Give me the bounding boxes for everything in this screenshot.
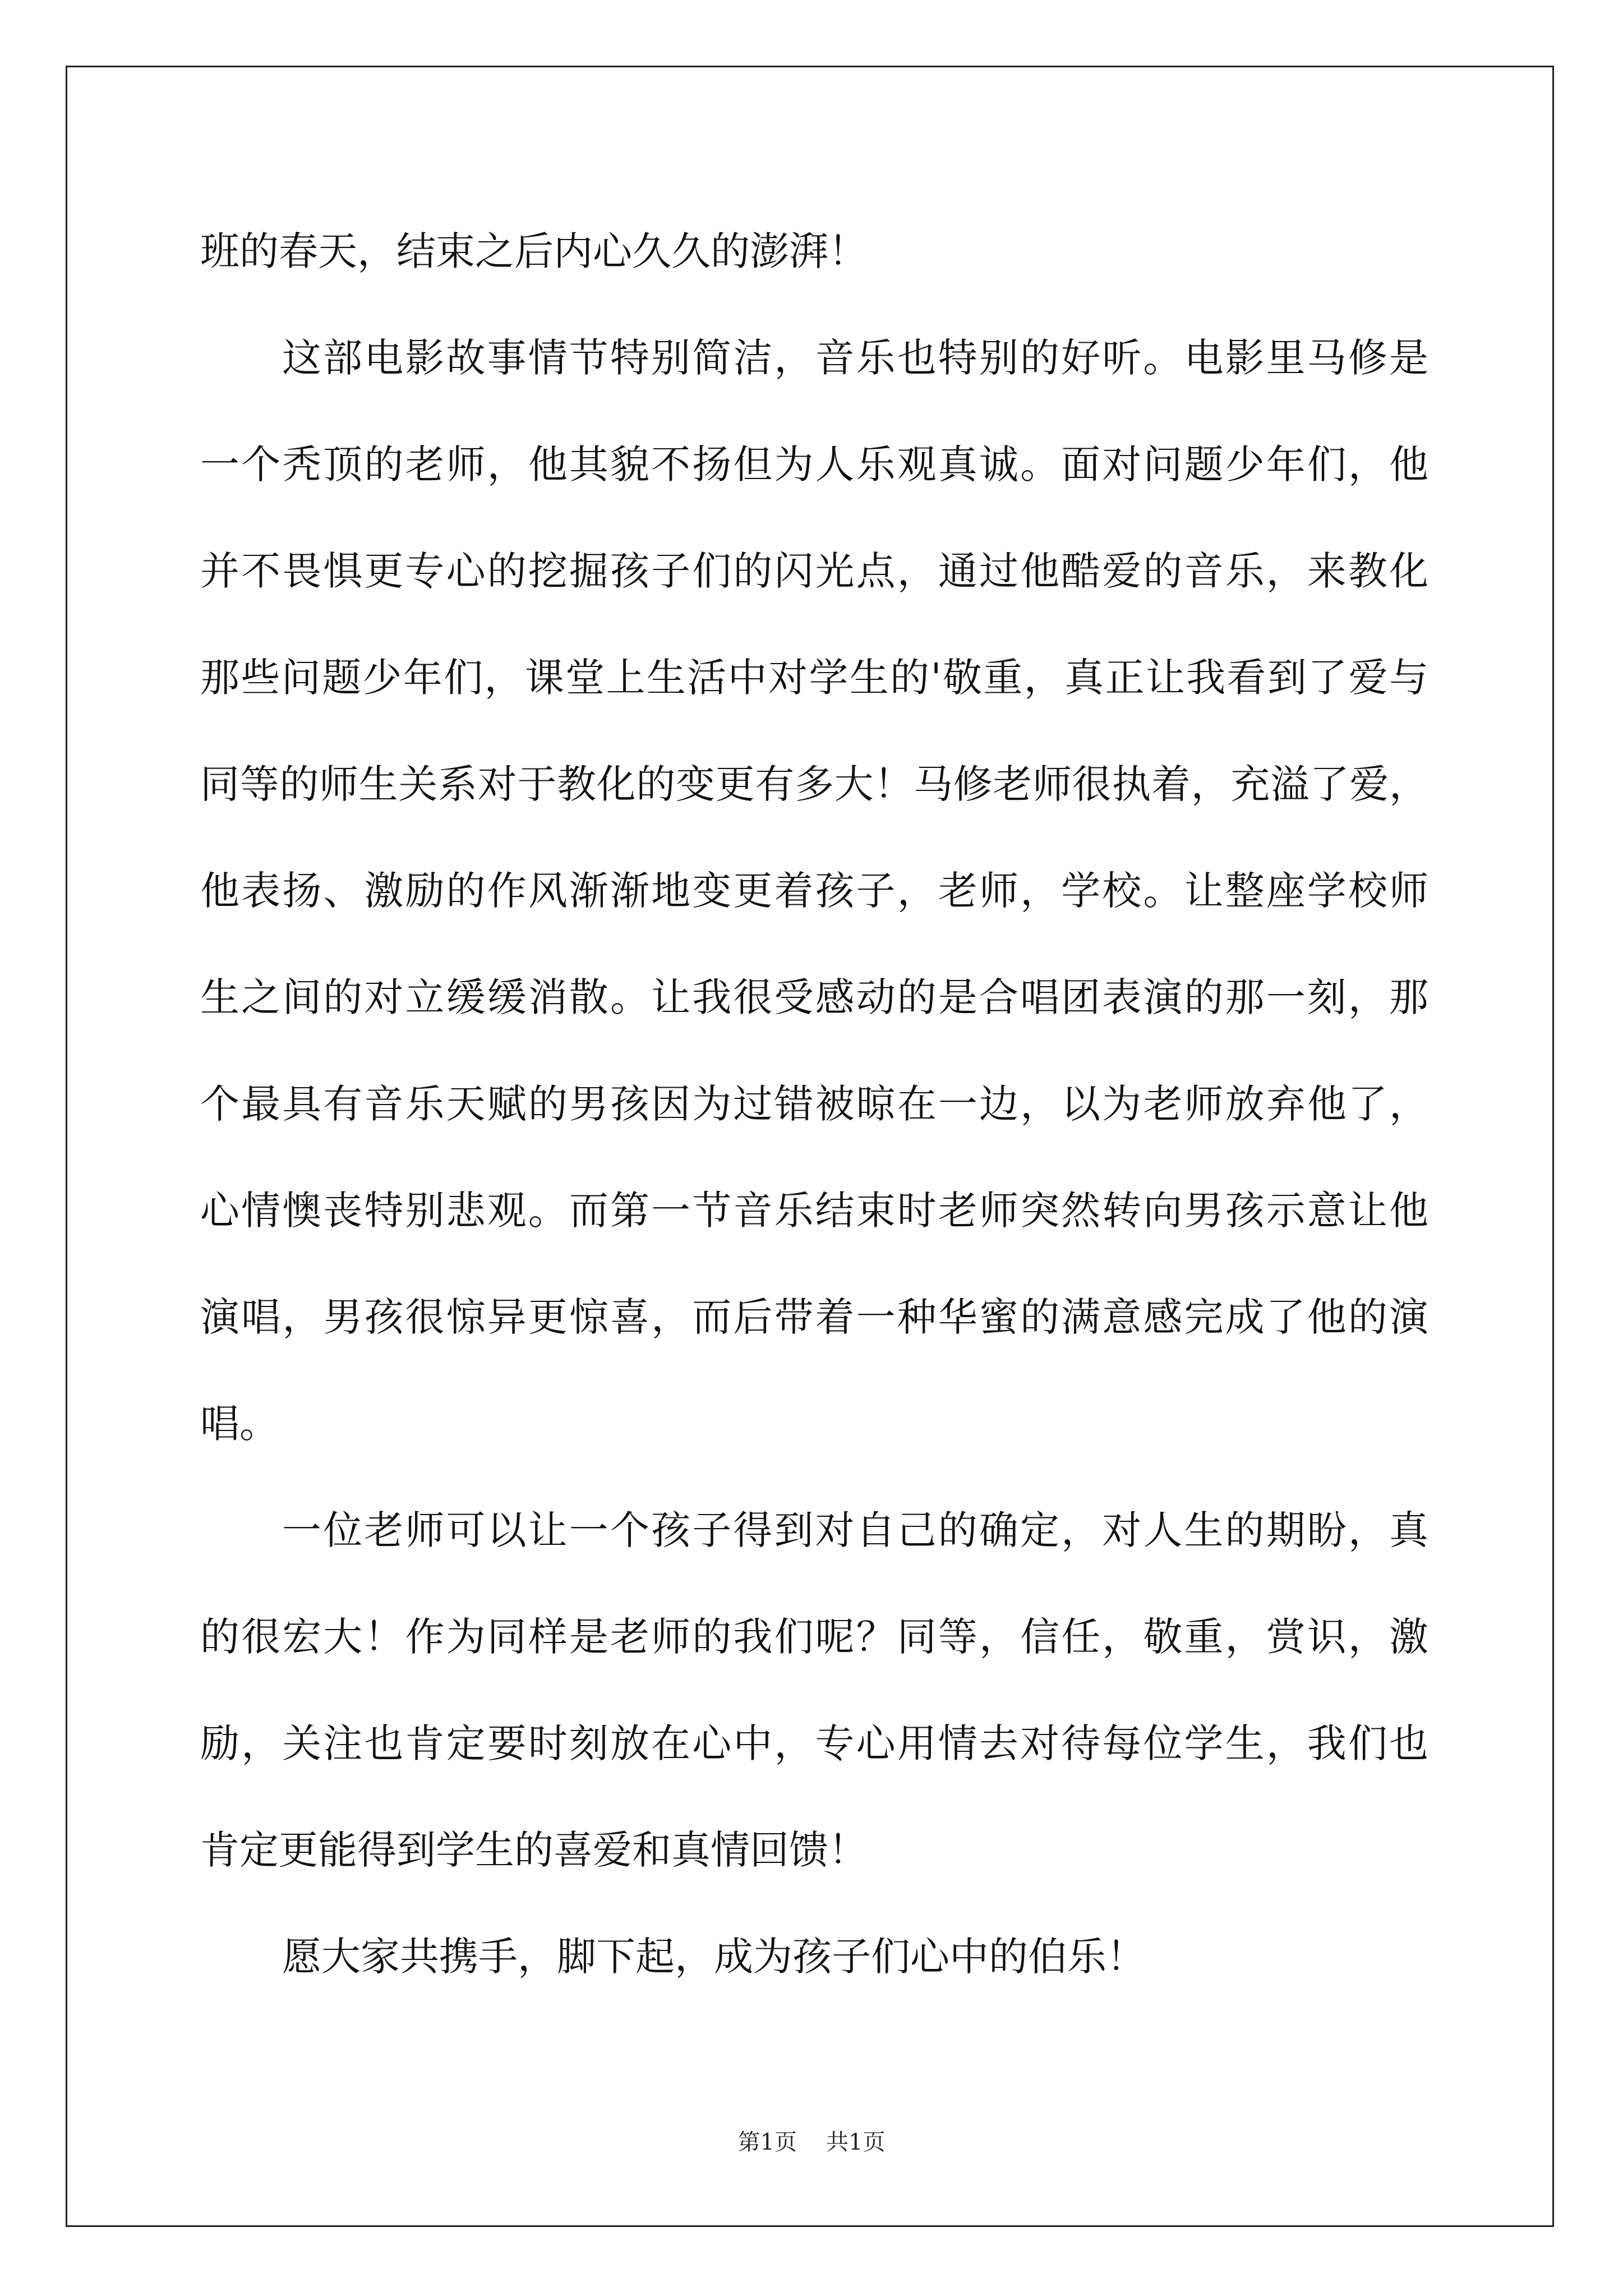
paragraph-first-line: 一位老师可以让一个孩子得到对自己的确定，对人生的期盼，真 <box>282 1507 1428 1553</box>
page-number-total: 共1页 <box>826 2129 886 2155</box>
text-line: 他表扬、激励的作风渐渐地变更着孩子，老师，学校。让整座学校师 <box>200 868 1428 914</box>
paragraph-first-line: 愿大家共携手，脚下起，成为孩子们心中的伯乐！ <box>282 1934 1146 1980</box>
text-line: 生之间的对立缓缓消散。让我很受感动的是合唱团表演的那一刻，那 <box>200 974 1428 1020</box>
text-line: 的很宏大！作为同样是老师的我们呢？同等，信任，敬重，赏识，激 <box>200 1614 1428 1660</box>
text-line: 班的春天，结束之后内心久久的澎湃！ <box>200 228 868 274</box>
text-line: 唱。 <box>200 1401 279 1447</box>
page-footer <box>0 2125 1623 2159</box>
text-line: 个最具有音乐天赋的男孩因为过错被晾在一边，以为老师放弃他了， <box>200 1081 1428 1127</box>
text-line: 并不畏惧更专心的挖掘孩子们的闪光点，通过他酷爱的音乐，来教化 <box>200 548 1428 594</box>
text-line: 励，关注也肯定要时刻放在心中，专心用情去对待每位学生，我们也 <box>200 1720 1428 1766</box>
text-line: 肯定更能得到学生的喜爱和真情回馈！ <box>200 1827 868 1873</box>
text-line: 那些问题少年们，课堂上生活中对学生的'敬重，真正让我看到了爱与 <box>200 655 1428 701</box>
text-line: 一个秃顶的老师，他其貌不扬但为人乐观真诚。面对问题少年们，他 <box>200 441 1428 487</box>
paragraph-first-line: 这部电影故事情节特别简洁，音乐也特别的好听。电影里马修是 <box>282 335 1428 381</box>
text-line: 心情懊丧特别悲观。而第一节音乐结束时老师突然转向男孩示意让他 <box>200 1188 1428 1234</box>
text-line: 同等的师生关系对于教化的变更有多大！马修老师很执着，充溢了爱， <box>200 761 1428 807</box>
text-line: 演唱，男孩很惊异更惊喜，而后带着一种华蜜的满意感完成了他的演 <box>200 1294 1428 1340</box>
page-number-current: 第1页 <box>737 2129 797 2155</box>
